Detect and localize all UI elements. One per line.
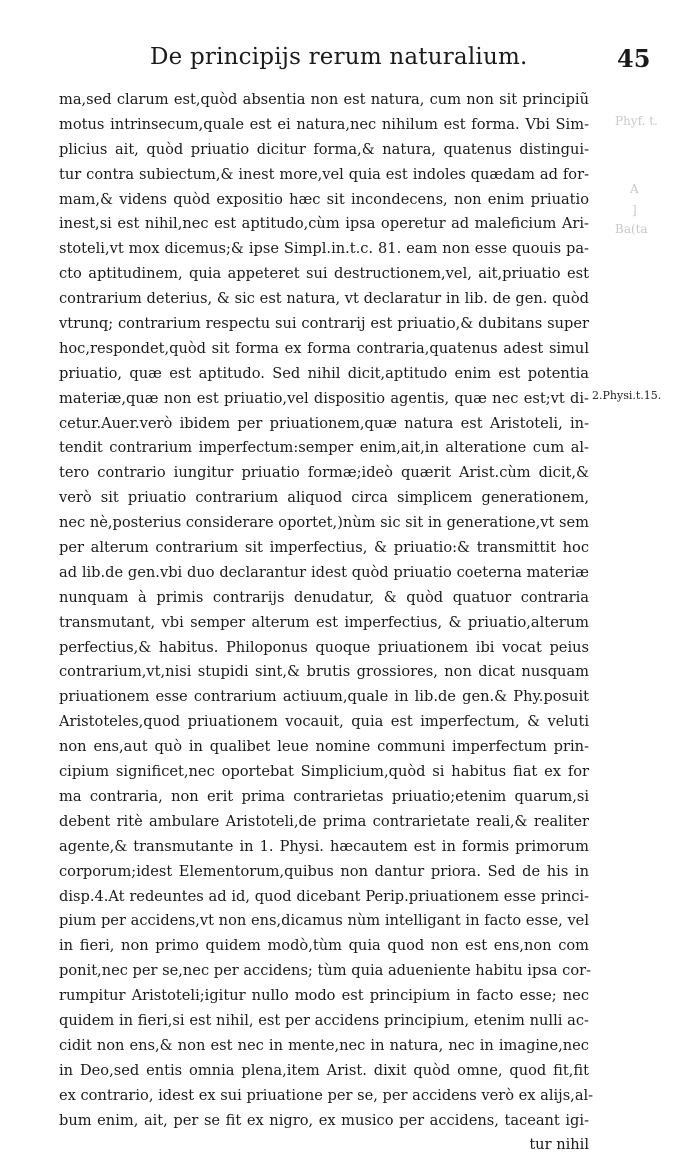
text-line: contrarium,vt,nisi stupidi sint,& brutis grossiores, non dicat nusquam <box>59 663 589 681</box>
text-line: transmutant, vbi semper alterum est imperfectius, & priuatio,alterum <box>59 613 589 631</box>
text-line: non ens,aut quò in qualibet leue nomine communi imperfectum prin- <box>59 738 589 756</box>
text-line: verò sit priuatio contrarium aliquod circa simplicem generationem, <box>59 489 589 507</box>
text-line: in fieri, non primo quidem modò,tùm quia quod non est ens,non com <box>59 937 589 955</box>
text-line: contrarium deterius, & sic est natura, vt declaratur in lib. de gen. quòd <box>59 290 589 308</box>
text-line: ma contraria, non erit prima contrarietas priuatio;etenim quarum,si <box>59 787 589 805</box>
text-line: bum enim, ait, per se fit ex nigro, ex musico per accidens, taceant igi- <box>59 1111 589 1129</box>
text-line: Aristoteles,quod priuationem vocauit, quia est imperfectum, & veluti <box>59 713 589 731</box>
text-line: disp.4.At redeuntes ad id, quod dicebant Perip.priuationem esse princi- <box>59 887 589 905</box>
text-line: debent ritè ambulare Aristoteli,de prima contrarietate reali,& realiter <box>59 812 589 830</box>
page-number: 45 <box>617 44 651 73</box>
running-head: De principijs rerum naturalium. <box>150 44 528 70</box>
text-line: tur nihil <box>529 1136 589 1154</box>
text-line: tendit contrarium imperfectum:semper enim,ait,in alteratione cum al- <box>59 439 589 457</box>
text-line: in Deo,sed entis omnia plena,item Arist. dixit quòd omne, quod fit,fit <box>59 1061 589 1079</box>
text-line: materiæ,quæ non est priuatio,vel dispositio agentis, quæ nec est;vt di- <box>59 389 589 407</box>
text-line: ma,sed clarum est,quòd absentia non est natura, cum non sit principiũ <box>59 91 589 108</box>
text-line: perfectius,& habitus. Philoponus quoque priuationem ibi vocat peius <box>59 638 589 656</box>
body-text <box>59 88 594 1158</box>
text-line: tur contra subiectum,& inest more,vel quia est indoles quædam ad for- <box>59 165 589 183</box>
bleed-through-text: Phyf. t. <box>615 114 658 128</box>
bleed-through-text: Ba(ta <box>615 222 648 236</box>
text-line: priuatio, quæ est aptitudo. Sed nihil dicit,aptitudo enim est potentia <box>59 364 589 382</box>
text-line: inest,si est nihil,nec est aptitudo,cùm ipsa operetur ad maleficium Ari- <box>59 215 589 233</box>
text-line: ad lib.de gen.vbi duo declarantur idest quòd priuatio coeterna materiæ <box>59 563 589 581</box>
text-line: vtrunq; contrarium respectu sui contrarij est priuatio,& dubitans super <box>59 315 589 333</box>
text-line: per alterum contrarium sit imperfectius, & priuatio:& transmittit hoc <box>59 539 589 557</box>
text-line: agente,& transmutante in 1. Physi. hæcautem est in formis primorum <box>59 837 589 855</box>
text-line: hoc,respondet,quòd sit forma ex forma contraria,quatenus adest simul <box>59 339 589 357</box>
text-line: corporum;idest Elementorum,quibus non dantur priora. Sed de his in <box>59 862 589 880</box>
text-line: motus intrinsecum,quale est ei natura,nec nihilum est forma. Vbi Sim- <box>59 115 589 133</box>
text-line: pium per accidens,vt non ens,dicamus nùm intelligant in facto esse, vel <box>59 912 589 930</box>
text-line: tero contrario iungitur priuatio formæ;ideò quærit Arist.cùm dicit,& <box>59 464 589 482</box>
text-line: cidit non ens,& non est nec in mente,nec in natura, nec in imagine,nec <box>59 1036 589 1054</box>
text-line: rumpitur Aristoteli;igitur nullo modo est principium in facto esse; nec <box>59 987 589 1005</box>
text-line: ex contrario, idest ex sui priuatione per se, per accidens verò ex alijs,al- <box>59 1086 594 1104</box>
text-line: quidem in fieri,si est nihil, est per accidens principium, etenim nulli ac- <box>59 1011 589 1029</box>
text-line: nunquam à primis contrarijs denudatur, & quòd quatuor contraria <box>59 588 589 606</box>
text-line: cipium significet,nec oportebat Simplicium,quòd si habitus fiat ex for <box>59 763 589 781</box>
text-line: nec nè,posterius considerare oportet,)nùm sic sit in generatione,vt sem <box>59 514 589 532</box>
bleed-through-text: ] <box>632 203 637 217</box>
text-line: priuationem esse contrarium actiuum,quale in lib.de gen.& Phy.posuit <box>59 688 589 706</box>
text-line: stoteli,vt mox dicemus;& ipse Simpl.in.t.c. 81. eam non esse quouis pa- <box>59 240 589 258</box>
margin-note: 2.Physi.t.15. <box>592 389 662 402</box>
text-line: cetur.Auer.verò ibidem per priuationem,quæ natura est Aristoteli, in- <box>59 414 589 432</box>
bleed-through-text: A <box>630 182 639 196</box>
text-line: ponit,nec per se,nec per accidens; tùm quia adueniente habitu ipsa cor- <box>59 962 592 980</box>
text-line: cto aptitudinem, quia appeteret sui destructionem,vel, ait,priuatio est <box>59 265 589 283</box>
text-line: plicius ait, quòd priuatio dicitur forma,& natura, quatenus distingui- <box>59 140 589 158</box>
text-line: mam,& videns quòd expositio hæc sit incondecens, non enim priuatio <box>59 190 589 208</box>
